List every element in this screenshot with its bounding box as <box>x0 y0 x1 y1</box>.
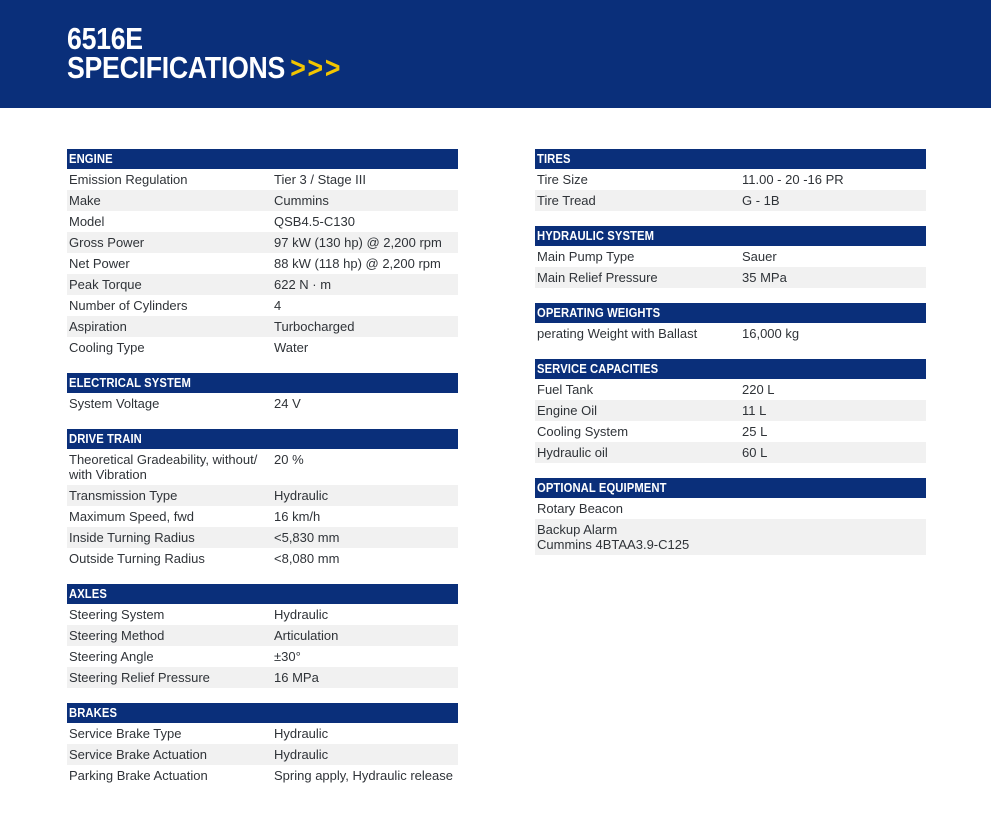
spec-label: Tire Tread <box>537 193 596 208</box>
spec-value: 622 N · m <box>274 277 332 292</box>
spec-label: Aspiration <box>69 319 127 334</box>
spec-value: 20 % <box>274 452 304 467</box>
spec-label: Fuel Tank <box>537 382 594 397</box>
section-engine <box>67 149 458 358</box>
spec-label: Steering Method <box>69 628 165 643</box>
spec-label: Steering System <box>69 607 165 622</box>
spec-label: perating Weight with Ballast <box>537 326 698 341</box>
spec-row <box>67 449 458 485</box>
section-header <box>67 373 458 393</box>
arrows-icon: >>> <box>290 50 343 85</box>
spec-label: Main Relief Pressure <box>537 270 658 285</box>
spec-label: Main Pump Type <box>537 249 635 264</box>
spec-value: 88 kW (118 hp) @ 2,200 rpm <box>274 256 441 271</box>
left-column <box>67 149 458 801</box>
section-tires <box>535 149 926 211</box>
spec-row <box>67 646 458 667</box>
spec-row <box>67 506 458 527</box>
section-title: SERVICE CAPACITIES <box>537 362 659 376</box>
spec-row <box>67 723 458 744</box>
spec-label: Make <box>69 193 101 208</box>
spec-label: Parking Brake Actuation <box>69 768 208 783</box>
section-title: OPERATING WEIGHTS <box>537 306 661 320</box>
section-header <box>535 303 926 323</box>
spec-row <box>67 190 458 211</box>
spec-value: G - 1B <box>742 193 780 208</box>
spec-label: Model <box>69 214 105 229</box>
spec-value: Hydraulic <box>274 607 329 622</box>
spec-row <box>67 274 458 295</box>
section-optional-equipment <box>535 478 926 555</box>
spec-value: Spring apply, Hydraulic release <box>274 768 453 783</box>
spec-value: ±30° <box>274 649 301 664</box>
spec-value: <5,830 mm <box>274 530 340 545</box>
spec-value: 16,000 kg <box>742 326 800 341</box>
spec-value: 11.00 - 20 -16 PR <box>742 172 844 187</box>
section-title: DRIVE TRAIN <box>69 432 142 446</box>
section-title: OPTIONAL EQUIPMENT <box>537 481 667 495</box>
spec-value: Sauer <box>742 249 777 264</box>
spec-value: 16 MPa <box>274 670 319 685</box>
spec-row <box>67 295 458 316</box>
spec-label: Steering Relief Pressure <box>69 670 210 685</box>
spec-label: Cooling Type <box>69 340 145 355</box>
spec-label: Theoretical Gradeability, without/ with Vibration <box>69 452 258 482</box>
section-header <box>67 703 458 723</box>
spec-value: Hydraulic <box>274 747 329 762</box>
spec-label: Peak Torque <box>69 277 142 292</box>
spec-value: 16 km/h <box>274 509 321 524</box>
spec-label: Tire Size <box>537 172 588 187</box>
spec-value: Cummins <box>274 193 329 208</box>
section-title: ENGINE <box>69 152 113 166</box>
spec-row <box>67 253 458 274</box>
spec-row <box>67 548 458 569</box>
spec-label: Maximum Speed, fwd <box>69 509 194 524</box>
section-operating-weights <box>535 303 926 344</box>
spec-value: 35 MPa <box>742 270 787 285</box>
spec-value: 97 kW (130 hp) @ 2,200 rpm <box>274 235 442 250</box>
spec-row <box>67 604 458 625</box>
spec-row <box>535 267 926 288</box>
section-service-capacities <box>535 359 926 463</box>
spec-label: Transmission Type <box>69 488 178 503</box>
section-header <box>535 359 926 379</box>
spec-label: Outside Turning Radius <box>69 551 205 566</box>
spec-row <box>67 316 458 337</box>
spec-row <box>535 442 926 463</box>
specifications-heading: SPECIFICATIONS <box>67 50 286 85</box>
spec-value: Tier 3 / Stage III <box>274 172 367 187</box>
spec-label: Backup Alarm Cummins 4BTAA3.9-C125 <box>537 522 690 552</box>
section-hydraulic-system <box>535 226 926 288</box>
section-brakes <box>67 703 458 786</box>
spec-value: Hydraulic <box>274 488 329 503</box>
spec-row <box>67 232 458 253</box>
section-electrical-system <box>67 373 458 414</box>
spec-row <box>67 169 458 190</box>
spec-row <box>535 379 926 400</box>
spec-label: Cooling System <box>537 424 629 439</box>
section-title: AXLES <box>69 587 107 601</box>
spec-row <box>535 519 926 555</box>
spec-row <box>535 246 926 267</box>
spec-label: Steering Angle <box>69 649 154 664</box>
spec-row <box>67 393 458 414</box>
spec-value: 60 L <box>742 445 768 460</box>
section-header <box>67 429 458 449</box>
spec-row <box>535 169 926 190</box>
spec-row <box>67 625 458 646</box>
spec-row <box>535 498 926 519</box>
spec-label: Engine Oil <box>537 403 597 418</box>
spec-row <box>67 211 458 232</box>
spec-value: QSB4.5-C130 <box>274 214 355 229</box>
spec-row <box>67 485 458 506</box>
section-header <box>535 478 926 498</box>
section-header <box>67 584 458 604</box>
section-title: ELECTRICAL SYSTEM <box>69 376 191 390</box>
spec-row <box>67 744 458 765</box>
model-name: 6516E <box>67 21 143 56</box>
spec-label: Rotary Beacon <box>537 501 623 516</box>
spec-label: Service Brake Actuation <box>69 747 208 762</box>
section-title: BRAKES <box>69 706 118 720</box>
spec-row <box>535 421 926 442</box>
spec-value: Hydraulic <box>274 726 329 741</box>
page-title <box>67 21 343 85</box>
section-header <box>535 149 926 169</box>
spec-label: Number of Cylinders <box>69 298 188 313</box>
header-banner <box>0 0 991 108</box>
right-column <box>535 149 926 570</box>
spec-value: Articulation <box>274 628 339 643</box>
section-header <box>535 226 926 246</box>
spec-value: 25 L <box>742 424 768 439</box>
spec-label: System Voltage <box>69 396 160 411</box>
spec-value: 220 L <box>742 382 775 397</box>
spec-row <box>67 765 458 786</box>
spec-row <box>535 323 926 344</box>
section-drive-train <box>67 429 458 569</box>
spec-value: Water <box>274 340 309 355</box>
section-title: HYDRAULIC SYSTEM <box>537 229 655 243</box>
spec-label: Emission Regulation <box>69 172 188 187</box>
spec-label: Service Brake Type <box>69 726 182 741</box>
section-axles <box>67 584 458 688</box>
spec-label: Hydraulic oil <box>537 445 608 460</box>
spec-value: <8,080 mm <box>274 551 340 566</box>
spec-label: Net Power <box>69 256 130 271</box>
section-header <box>67 149 458 169</box>
spec-row <box>67 667 458 688</box>
spec-value: 11 L <box>742 403 767 418</box>
spec-row <box>535 400 926 421</box>
spec-row <box>67 337 458 358</box>
spec-value: 24 V <box>274 396 301 411</box>
title-line <box>67 50 343 85</box>
spec-value: Turbocharged <box>274 319 355 334</box>
spec-row <box>535 190 926 211</box>
section-title: TIRES <box>537 152 571 166</box>
spec-label: Inside Turning Radius <box>69 530 195 545</box>
spec-label: Gross Power <box>69 235 145 250</box>
spec-row <box>67 527 458 548</box>
spec-value: 4 <box>274 298 282 313</box>
